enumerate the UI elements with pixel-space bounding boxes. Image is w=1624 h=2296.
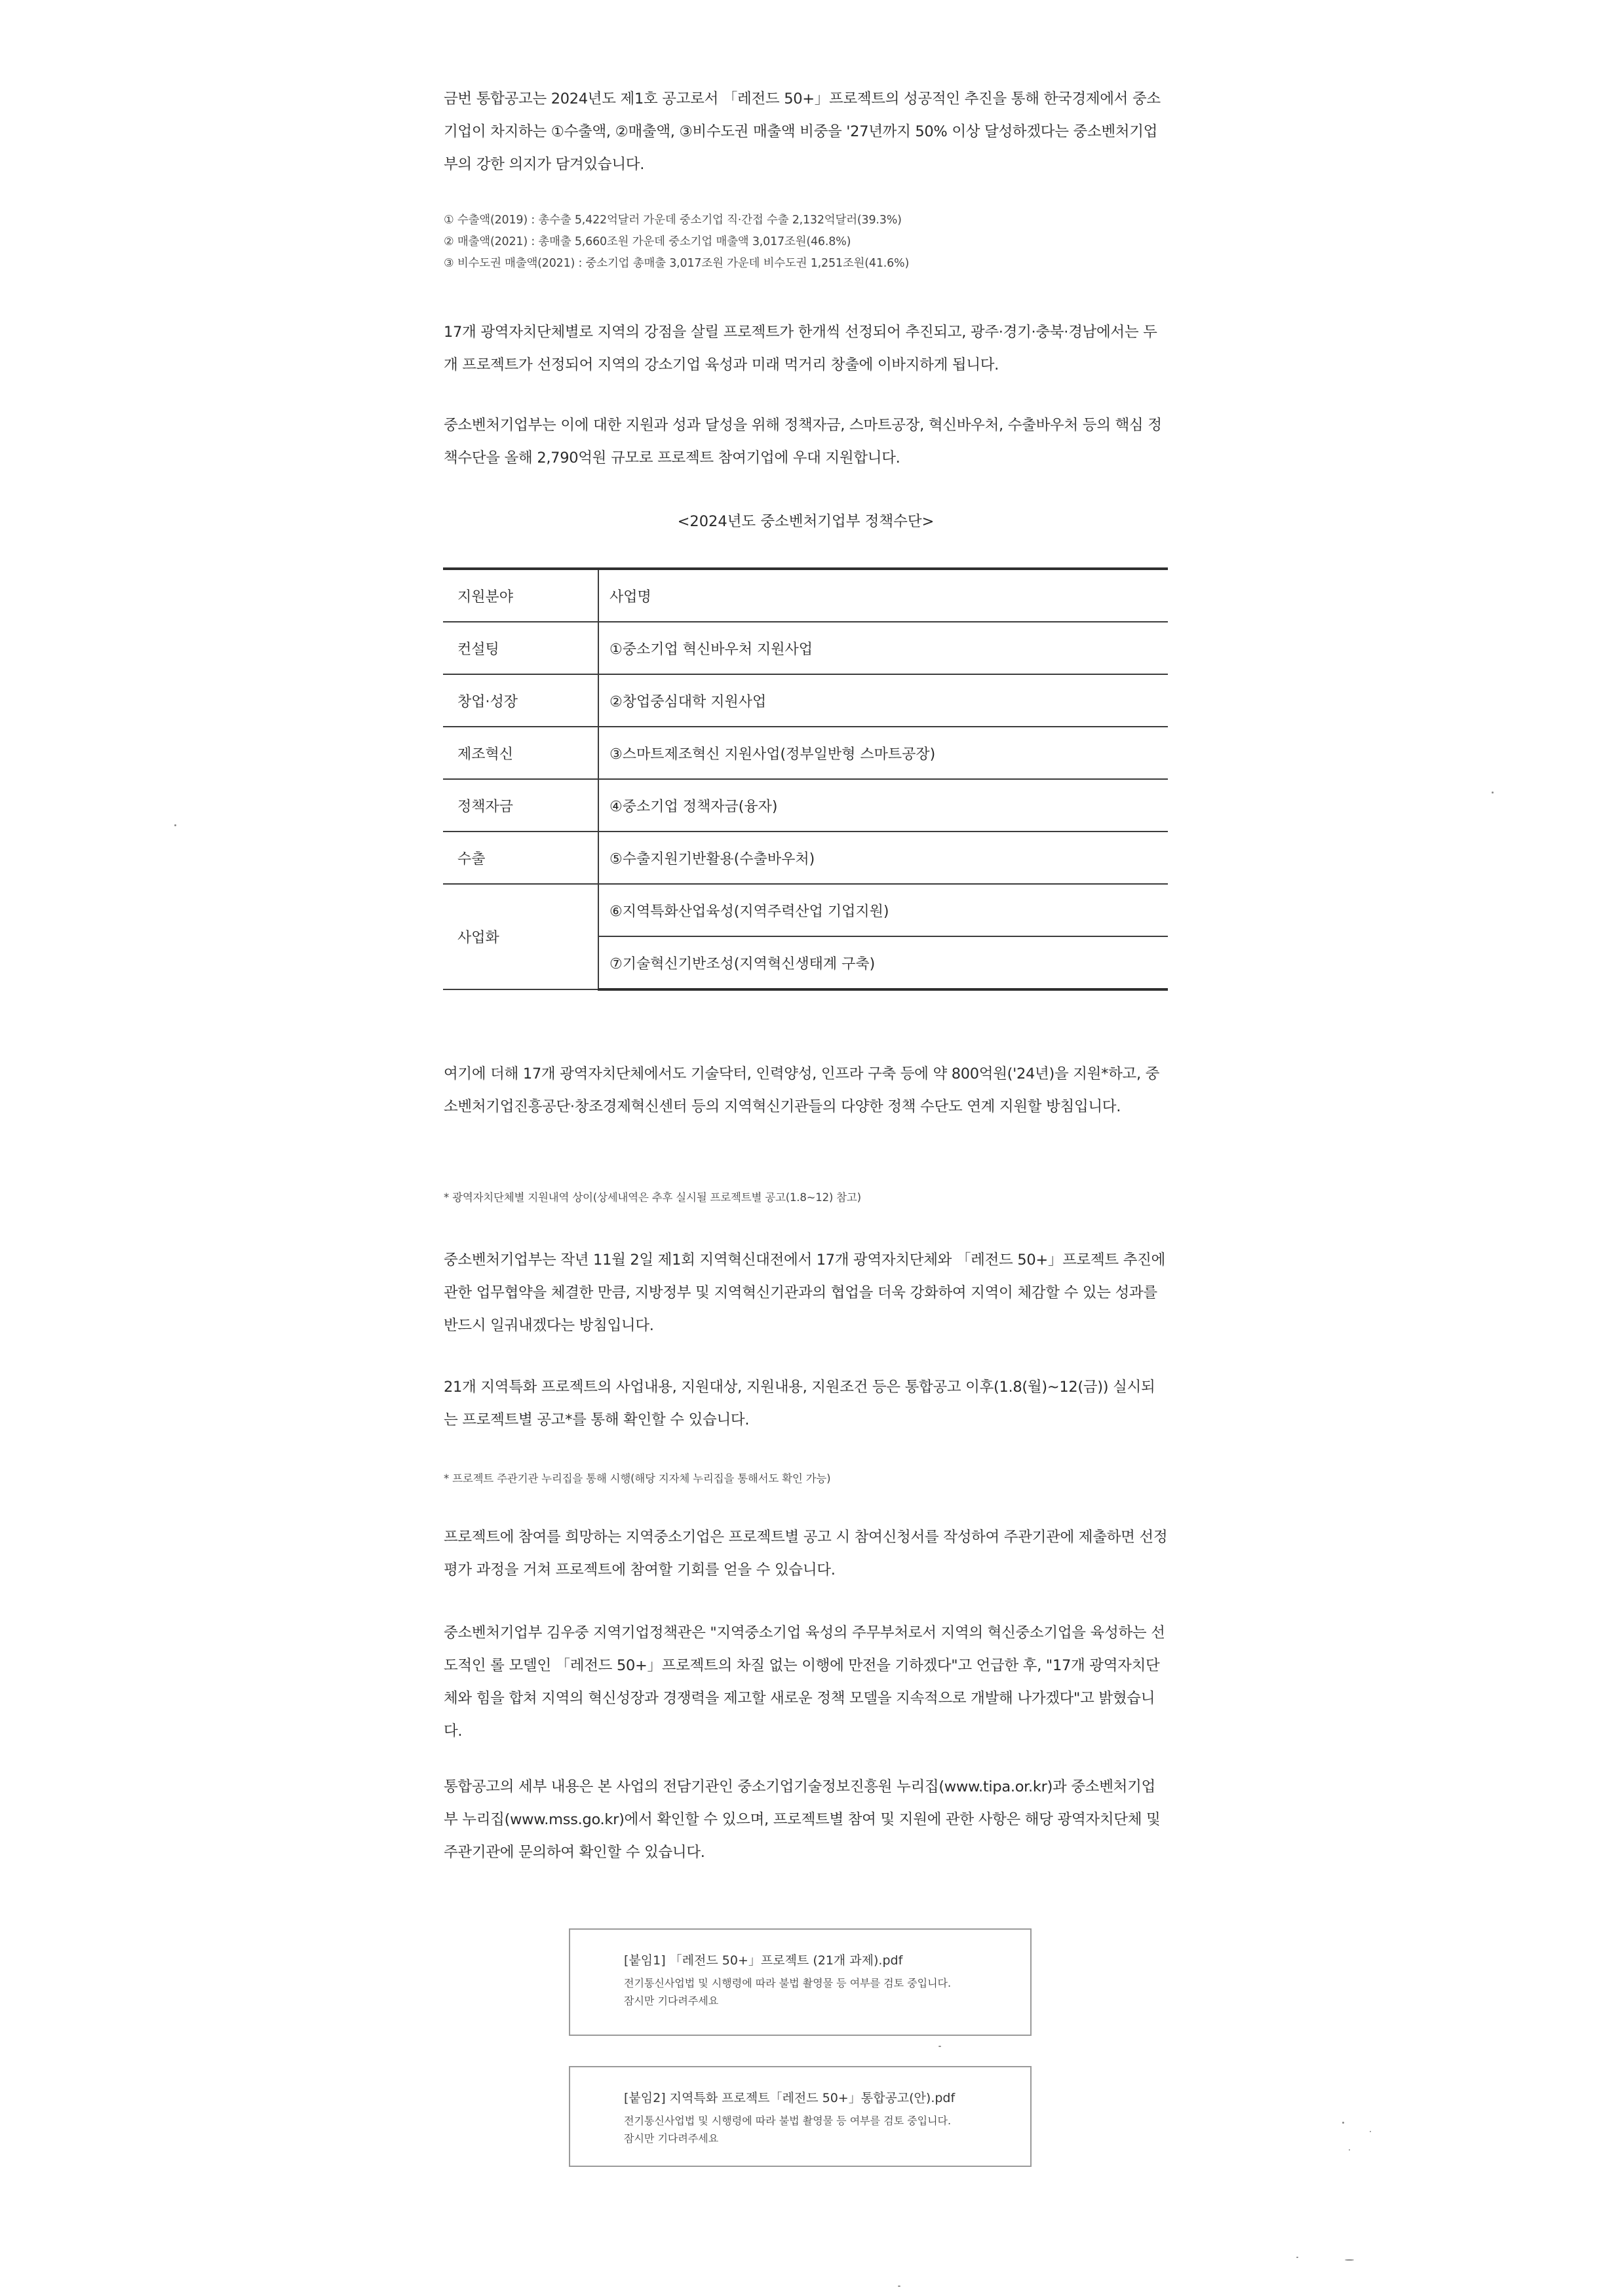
details-paragraph: 통합공고의 세부 내용은 본 사업의 전담기관인 중소기업기술정보진흥원 누리집(www.tipa.or.kr)과 중소벤처기업부 누리집(www.mss.go.kr)에서 확인할 수 있으며, 프로젝트별 참여 및 지원에 관한 사항은 해당 광역자치단체 및 주관기관에 문의하여 확인할 수 있습니다. <box>444 1778 1161 1861</box>
scan-speck <box>1342 2122 1344 2124</box>
table-cell-field: 수출 <box>443 832 598 884</box>
table-cell-program: ①중소기업 혁신바우처 지원사업 <box>598 622 1168 674</box>
project-notice-note: * 프로젝트 주관기관 누리집을 통해 시행(해당 지자체 누리집을 통해서도 확인 가능) <box>444 1472 831 1485</box>
table-row <box>443 779 1168 832</box>
agreement-paragraph: 중소벤처기업부는 작년 11월 2일 제1회 지역혁신대전에서 17개 광역자치단체와 「레전드 50+」프로젝트 추진에 관한 업무협약을 체결한 만큼, 지방정부 및 지역혁신기관과의 협업을 더욱 강화하여 지역이 체감할 수 있는 성과를 반드시 일궈내겠다는 방침입니다. <box>444 1252 1165 1334</box>
project-notice-paragraph: 21개 지역특화 프로젝트의 사업내용, 지원대상, 지원내용, 지원조건 등은 통합공고 이후(1.8(월)~12(금)) 실시되는 프로젝트별 공고*를 통해 확인할 수 있습니다. <box>444 1379 1155 1428</box>
scan-speck <box>898 2286 900 2287</box>
scan-speck <box>1370 2131 1371 2132</box>
attachment-1-status: 전기통신사업법 및 시행령에 따라 불법 촬영물 등 여부를 검토 중입니다. 잠시만 기다려주세요 <box>624 1977 952 2007</box>
attachment-2-status: 전기통신사업법 및 시행령에 따라 불법 촬영물 등 여부를 검토 중입니다. 잠시만 기다려주세요 <box>624 2114 952 2145</box>
footnote-sales: ② 매출액(2021) : 총매출 5,660조원 가운데 중소기업 매출액 3,017조원(46.8%) <box>444 235 851 248</box>
table-row <box>443 727 1168 779</box>
regions-paragraph: 17개 광역자치단체별로 지역의 강점을 살릴 프로젝트가 한개씩 선정되어 추진되고, 광주·경기·충북·경남에서는 두 개 프로젝트가 선정되어 지역의 강소기업 육성과 미래 먹거리 창출에 이바지하게 됩니다. <box>444 324 1157 373</box>
table-cell-field: 컨설팅 <box>443 622 598 674</box>
attachment-2-link[interactable]: [붙임2] 지역특화 프로젝트「레전드 50+」통합공고(안).pdf <box>624 2091 956 2105</box>
scan-speck <box>1349 2149 1350 2151</box>
participation-paragraph: 프로젝트에 참여를 희망하는 지역중소기업은 프로젝트별 공고 시 참여신청서를 작성하여 주관기관에 제출하면 선정평가 과정을 거쳐 프로젝트에 참여할 기회를 얻을 수 있습니다. <box>444 1529 1168 1578</box>
scan-speck <box>1345 2259 1354 2261</box>
regional-support-note: * 광역자치단체별 지원내역 상이(상세내역은 추후 실시될 프로젝트별 공고(1.8~12) 참고) <box>444 1191 861 1204</box>
attachment-1-link[interactable]: [붙임1] 「레전드 50+」프로젝트 (21개 과제).pdf <box>624 1953 903 1968</box>
table-cell-program: ③스마트제조혁신 지원사업(정부일반형 스마트공장) <box>598 727 1168 779</box>
scan-speck <box>1492 792 1494 794</box>
table-cell-field: 사업화 <box>443 884 598 989</box>
attachment-2[interactable] <box>569 2066 1032 2167</box>
table-cell-field: 정책자금 <box>443 779 598 832</box>
scan-speck <box>1296 2257 1298 2258</box>
table-header-row <box>443 569 1168 622</box>
table-cell-program: ②창업중심대학 지원사업 <box>598 674 1168 727</box>
table-row <box>443 622 1168 674</box>
policy-table <box>443 567 1168 991</box>
table-row <box>443 674 1168 727</box>
attachment-1[interactable] <box>569 1928 1032 2036</box>
footnote-export: ① 수출액(2019) : 총수출 5,422억달러 가운데 중소기업 직·간접 수출 2,132억달러(39.3%) <box>444 214 902 227</box>
table-row <box>443 884 1168 936</box>
column-header-program: 사업명 <box>598 569 1168 622</box>
table-row <box>443 832 1168 884</box>
table-cell-program: ⑤수출지원기반활용(수출바우처) <box>598 832 1168 884</box>
scan-speck <box>174 824 176 826</box>
table-caption: <2024년도 중소벤처기업부 정책수단> <box>677 513 935 530</box>
table-cell-program: ⑦기술혁신기반조성(지역혁신생태계 구축) <box>598 936 1168 989</box>
footnote-non-capital-sales: ③ 비수도권 매출액(2021) : 중소기업 총매출 3,017조원 가운데 비수도권 1,251조원(41.6%) <box>444 257 910 270</box>
regional-support-paragraph: 여기에 더해 17개 광역자치단체에서도 기술닥터, 인력양성, 인프라 구축 등에 약 800억원('24년)을 지원*하고, 중소벤처기업진흥공단·창조경제혁신센터 등의 지역혁신기관들의 다양한 정책 수단도 연계 지원할 방침입니다. <box>444 1065 1160 1115</box>
column-header-field: 지원분야 <box>443 569 598 622</box>
table-cell-program: ④중소기업 정책자금(융자) <box>598 779 1168 832</box>
table-cell-field: 제조혁신 <box>443 727 598 779</box>
scan-speck <box>938 2046 941 2047</box>
table-cell-program: ⑥지역특화산업육성(지역주력산업 기업지원) <box>598 884 1168 936</box>
intro-paragraph: 금번 통합공고는 2024년도 제1호 공고로서 「레전드 50+」프로젝트의 성공적인 추진을 통해 한국경제에서 중소기업이 차지하는 ①수출액, ②매출액, ③비수도권 매출액 비중을 '27년까지 50% 이상 달성하겠다는 중소벤처기업부의 강한 의지가 담겨있습니다. <box>444 90 1161 173</box>
table-cell-field: 창업·성장 <box>443 674 598 727</box>
footnote-list <box>444 210 1168 275</box>
policy-support-paragraph: 중소벤처기업부는 이에 대한 지원과 성과 달성을 위해 정책자금, 스마트공장, 혁신바우처, 수출바우처 등의 핵심 정책수단을 올해 2,790억원 규모로 프로젝트 참여기업에 우대 지원합니다. <box>444 417 1162 467</box>
director-quote-paragraph: 중소벤처기업부 김우중 지역기업정책관은 "지역중소기업 육성의 주무부처로서 지역의 혁신중소기업을 육성하는 선도적인 롤 모델인 「레전드 50+」프로젝트의 차질 없는 이행에 만전을 기하겠다"고 언급한 후, "17개 광역자치단체와 힘을 합쳐 지역의 혁신성장과 경쟁력을 제고할 새로운 정책 모델을 지속적으로 개발해 나가겠다"고 밝혔습니다. <box>444 1624 1165 1740</box>
